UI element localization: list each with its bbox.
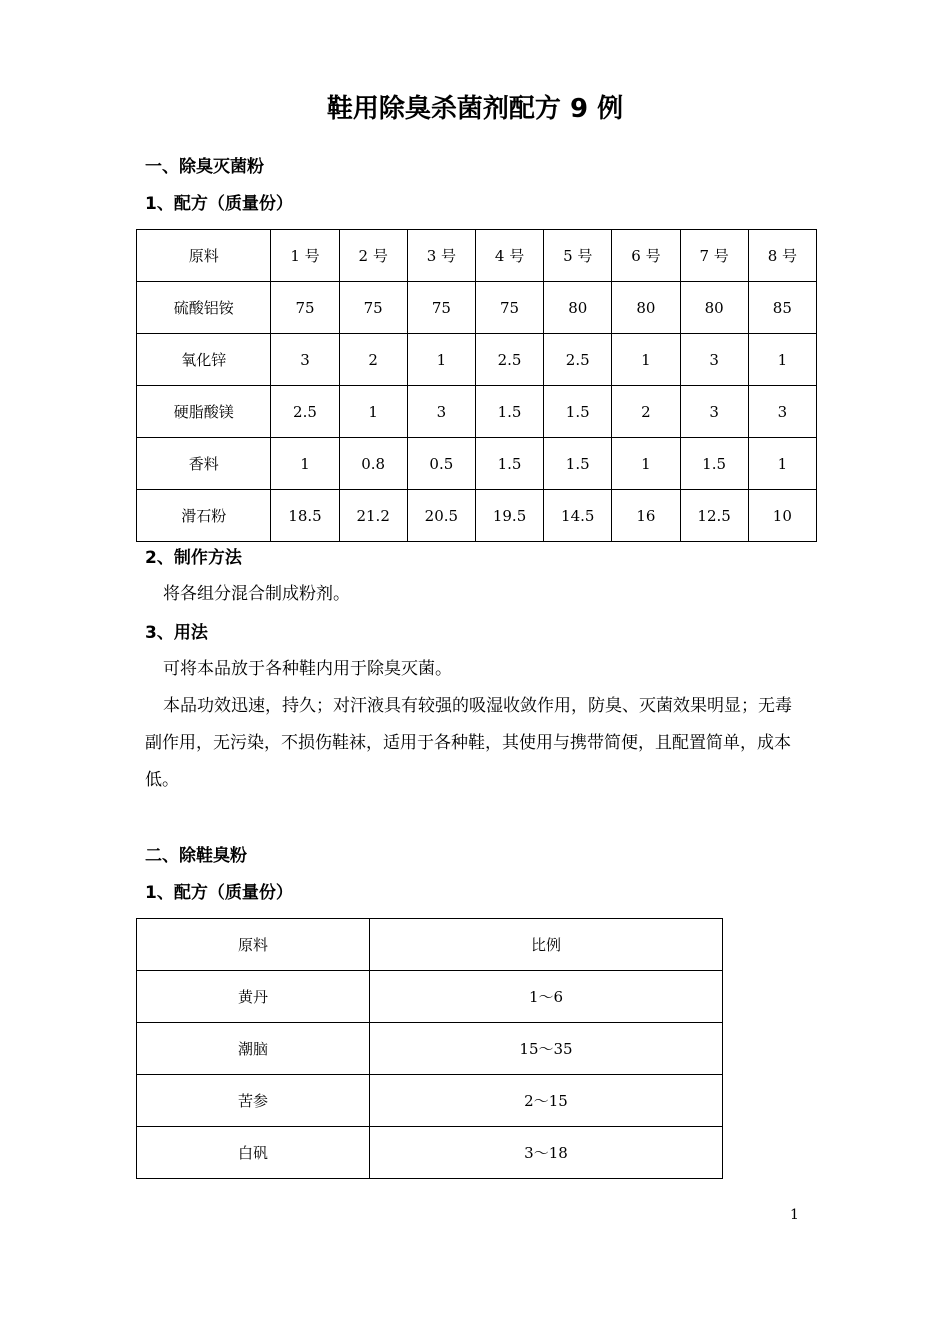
table-cell: 1.5 [475,386,543,438]
table-row [137,386,817,438]
section2-formula-heading: 1、配方（质量份） [145,883,293,903]
table-cell: 1.5 [544,438,612,490]
table-cell: 香料 [137,438,271,490]
header-cell: 原料 [137,919,370,971]
table-cell: 1 [271,438,339,490]
section1-heading: 一、除臭灭菌粉 [145,157,264,177]
table-cell: 1.5 [475,438,543,490]
header-cell: 1 号 [271,230,339,282]
table-row [137,1023,723,1075]
header-cell: 5 号 [544,230,612,282]
table-cell: 15～35 [370,1023,723,1075]
header-cell: 3 号 [407,230,475,282]
table-cell: 1 [407,334,475,386]
table-cell: 1 [748,334,816,386]
header-cell: 2 号 [339,230,407,282]
table-cell: 75 [339,282,407,334]
table-cell: 75 [407,282,475,334]
table-cell: 2 [339,334,407,386]
table-cell: 硫酸铝铵 [137,282,271,334]
effect-text: 本品功效迅速，持久；对汗液具有较强的吸湿收敛作用，防臭、灭菌效果明显；无毒副作用，无污染，不损伤鞋袜，适用于各种鞋，其使用与携带简便，且配置简单，成本低。 [145,696,792,790]
table-row [137,1127,723,1179]
table-cell: 14.5 [544,490,612,542]
table-cell: 2.5 [271,386,339,438]
table-row [137,438,817,490]
table-cell: 白矾 [137,1127,370,1179]
header-cell: 原料 [137,230,271,282]
table-cell: 80 [680,282,748,334]
table-cell: 3 [407,386,475,438]
usage-text: 可将本品放于各种鞋内用于除臭灭菌。 [163,659,452,679]
table-cell: 滑石粉 [137,490,271,542]
table-row [137,282,817,334]
table-cell: 苦参 [137,1075,370,1127]
table-cell: 1～6 [370,971,723,1023]
table-cell: 1 [612,438,680,490]
table-cell: 3 [680,334,748,386]
section2-heading: 二、除鞋臭粉 [145,846,247,866]
usage-heading: 3、用法 [145,623,208,643]
table-cell: 1 [748,438,816,490]
table-cell: 3 [680,386,748,438]
table-cell: 2.5 [544,334,612,386]
header-cell: 4 号 [475,230,543,282]
page-number: 1 [790,1207,799,1223]
table-cell: 80 [612,282,680,334]
table-row [137,1075,723,1127]
table-cell: 1.5 [680,438,748,490]
table-cell: 硬脂酸镁 [137,386,271,438]
table-cell: 3 [748,386,816,438]
table-cell: 黄丹 [137,971,370,1023]
formula-table-1 [136,229,817,542]
table-cell: 1.5 [544,386,612,438]
table-cell: 2～15 [370,1075,723,1127]
table-cell: 75 [271,282,339,334]
table-cell: 氧化锌 [137,334,271,386]
header-cell: 7 号 [680,230,748,282]
method-heading: 2、制作方法 [145,548,242,568]
table-row [137,490,817,542]
table-cell: 19.5 [475,490,543,542]
header-cell: 比例 [370,919,723,971]
table-cell: 85 [748,282,816,334]
table-cell: 20.5 [407,490,475,542]
table-cell: 10 [748,490,816,542]
table-row [137,971,723,1023]
table-cell: 18.5 [271,490,339,542]
table-cell: 2.5 [475,334,543,386]
table-cell: 1 [612,334,680,386]
table-header-row [137,230,817,282]
table-cell: 潮脑 [137,1023,370,1075]
table-row [137,334,817,386]
table-cell: 2 [612,386,680,438]
table-cell: 16 [612,490,680,542]
method-text: 将各组分混合制成粉剂。 [163,584,350,604]
header-cell: 6 号 [612,230,680,282]
document-title: 鞋用除臭杀菌剂配方 9 例 [326,94,624,124]
header-cell: 8 号 [748,230,816,282]
table-cell: 75 [475,282,543,334]
table-cell: 0.8 [339,438,407,490]
table-cell: 12.5 [680,490,748,542]
table-cell: 21.2 [339,490,407,542]
table-cell: 0.5 [407,438,475,490]
section1-formula-heading: 1、配方（质量份） [145,194,293,214]
table-cell: 1 [339,386,407,438]
table-cell: 80 [544,282,612,334]
formula-table-2 [136,918,723,1179]
table-cell: 3 [271,334,339,386]
table-cell: 3～18 [370,1127,723,1179]
table-header-row [137,919,723,971]
